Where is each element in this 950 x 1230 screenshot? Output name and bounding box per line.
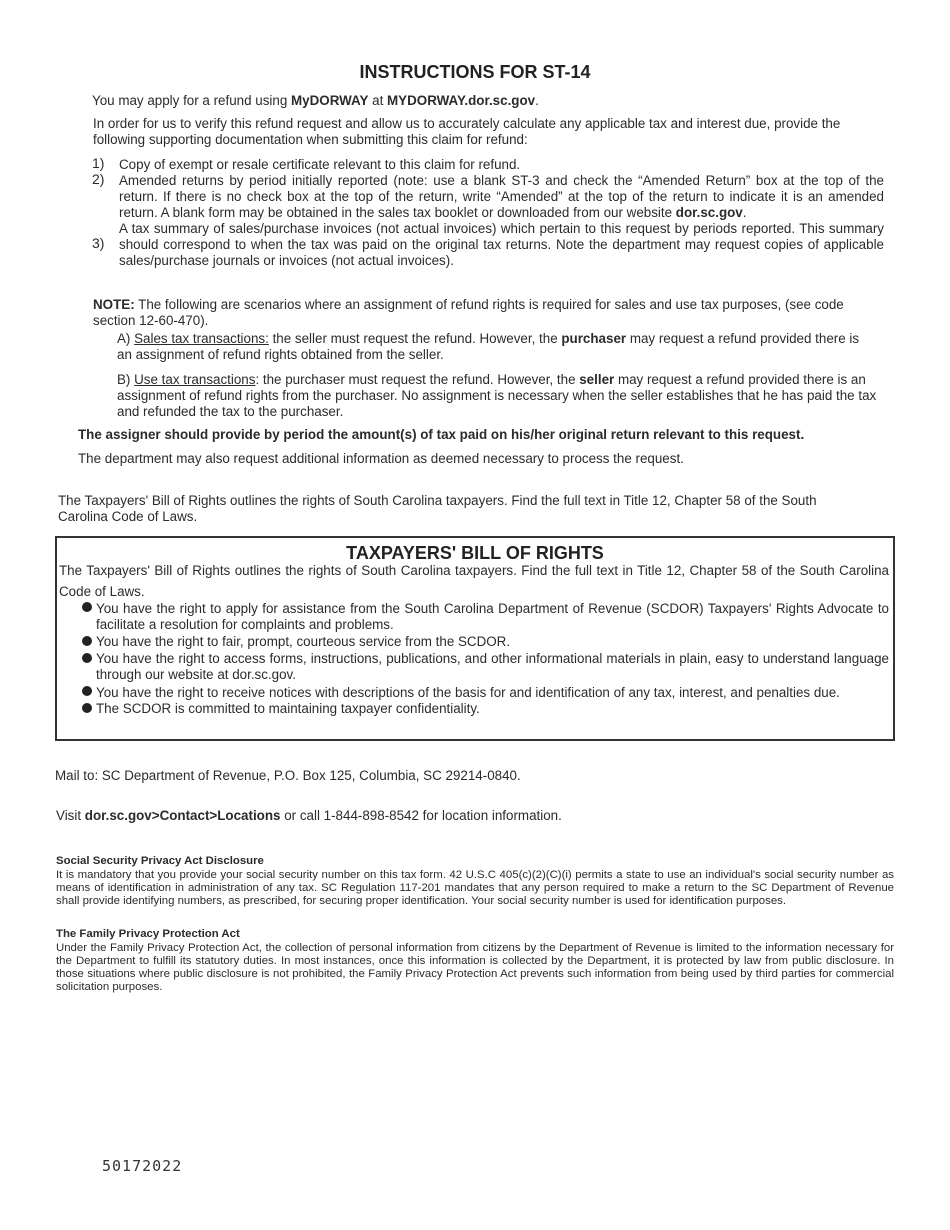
privacy-heading: The Family Privacy Protection Act (56, 928, 240, 940)
list-number-3: 3) (92, 235, 105, 251)
website-link[interactable]: dor.sc.gov (675, 205, 743, 220)
list-item-2-end: . (742, 205, 747, 220)
ssn-heading: Social Security Privacy Act Disclosure (56, 855, 264, 867)
apply-end: . (535, 93, 539, 108)
bullet-icon (82, 602, 92, 612)
right-item-2: You have the right to fair, prompt, courteous service from the SCDOR. (96, 634, 511, 649)
visit-suffix: or call 1-844-898-8542 for location information. (280, 808, 562, 823)
form-code: 50172022 (102, 1157, 183, 1175)
scenario-b-prefix: B) (117, 372, 135, 387)
scenario-a-text2: may request a refund provided there is an assignment of refund rights obtained from the seller. (117, 331, 860, 362)
scenario-b-bold: seller (579, 372, 615, 387)
department-note: The department may also request additional information as deemed necessary to process the request. (78, 451, 684, 466)
bill-of-rights-title: TAXPAYERS' BILL OF RIGHTS (346, 543, 604, 563)
mail-address: Mail to: SC Department of Revenue, P.O. Box 125, Columbia, SC 29214-0840. (55, 768, 521, 783)
scenario-a-prefix: A) (117, 331, 135, 346)
bill-of-rights-intro: The Taxpayers' Bill of Rights outlines the rights of South Carolina taxpayers. Find the full text in Title 12, Chapter 58 of the South Carolina Code of Laws. (59, 563, 889, 599)
locations-link[interactable]: dor.sc.gov>Contact>Locations (84, 808, 281, 823)
scenario-a-bold: purchaser (561, 331, 627, 346)
list-number-2: 2) (92, 171, 105, 187)
right-item-5: The SCDOR is committed to maintaining taxpayer confidentiality. (96, 701, 480, 716)
apply-line (92, 93, 872, 109)
visit-prefix: Visit (56, 808, 85, 823)
bullet-icon (82, 636, 92, 646)
scenario-a-text1: the seller must request the refund. However, the (268, 331, 562, 346)
visit-line (56, 808, 856, 824)
list-item-1: Copy of exempt or resale certificate relevant to this claim for refund. (119, 157, 521, 172)
ssn-text: It is mandatory that you provide your social security number on this tax form. 42 U.S.C 405(c)(2)(C)(i) permits a state to use an individual's social security number as means of identification in administration of any tax. SC Regulation 117-201 mandates that any person required to make a return to the SC Department of Revenue shall provide identifying numbers, as prescribed, for securing proper identification. Your social security number is used for identification purposes. (56, 869, 894, 907)
apply-mid: at (368, 93, 388, 108)
note-text: The following are scenarios where an assignment of refund rights is required for sales and use tax purposes, (see code section 12-60-470). (93, 297, 844, 328)
note-label: NOTE: (93, 297, 135, 312)
right-item-4: You have the right to receive notices with descriptions of the basis for and identification of any tax, interest, and penalties due. (96, 685, 840, 700)
mydorway-url[interactable]: MYDORWAY.dor.sc.gov (387, 93, 536, 108)
note-scenario-a (117, 331, 877, 363)
list-item-2 (119, 173, 884, 221)
list-item-2-text: Amended returns by period initially reported (note: use a blank ST-3 and check the “Amended Return” box at the top of the return. If there is no check box at the top of the return, write “Amended” at the top of the return to indicate it is an amended return. A blank form may be obtained in the sales tax booklet or downloaded from our website (119, 173, 884, 220)
list-item-3: A tax summary of sales/purchase invoices (not actual invoices) which pertain to this request by periods reported. This summary should correspond to when the tax was paid on the original tax returns. Note the department may request copies of applicable sales/purchase journals or invoices (not actual invoices). (119, 221, 884, 268)
scenario-b-text1: : the purchaser must request the refund. However, the (255, 372, 580, 387)
mydorway-name: MyDORWAY (291, 93, 369, 108)
order-paragraph: In order for us to verify this refund request and allow us to accurately calculate any applicable tax and interest due, provide the following supporting documentation when submitting this claim for refund: (93, 116, 841, 147)
page-title: INSTRUCTIONS FOR ST-14 (359, 62, 591, 82)
assigner-note: The assigner should provide by period the amount(s) of tax paid on his/her original return relevant to this request. (78, 427, 805, 442)
privacy-text: Under the Family Privacy Protection Act, the collection of personal information from citizens by the Department of Revenue is limited to the information necessary for the Department to fulfill its statutory duties. In most instances, once this information is collected by the Department, it is protected by law from public disclosure. In those situations where public disclosure is not prohibited, the Family Privacy Protection Act prevents such information from being used by third parties for commercial solicitation purposes. (56, 942, 894, 993)
list-number-1: 1) (92, 155, 105, 171)
apply-prefix: You may apply for a refund using (92, 93, 292, 108)
bullet-icon (82, 703, 92, 713)
right-item-1: You have the right to apply for assistance from the South Carolina Department of Revenue (SCDOR) Taxpayers' Rights Advocate to facilitate a resolution for complaints and problems. (96, 601, 889, 632)
scenario-a-title: Sales tax transactions: (134, 331, 269, 346)
bullet-icon (82, 653, 92, 663)
note-scenario-b (117, 372, 882, 420)
scenario-b-title: Use tax transactions (134, 372, 256, 387)
tbor-intro: The Taxpayers' Bill of Rights outlines the rights of South Carolina taxpayers. Find the full text in Title 12, Chapter 58 of the South Carolina Code of Laws. (58, 493, 817, 524)
right-item-3: You have the right to access forms, instructions, publications, and other informational materials in plain, easy to understand language through our website at dor.sc.gov. (96, 651, 889, 682)
scenario-b-text2: may request a refund provided there is an assignment of refund rights from the purchaser. No assignment is necessary when the seller establishes that he has paid the tax and refunded the tax to the purchaser. (117, 372, 877, 419)
note-paragraph (93, 297, 863, 329)
bullet-icon (82, 686, 92, 696)
